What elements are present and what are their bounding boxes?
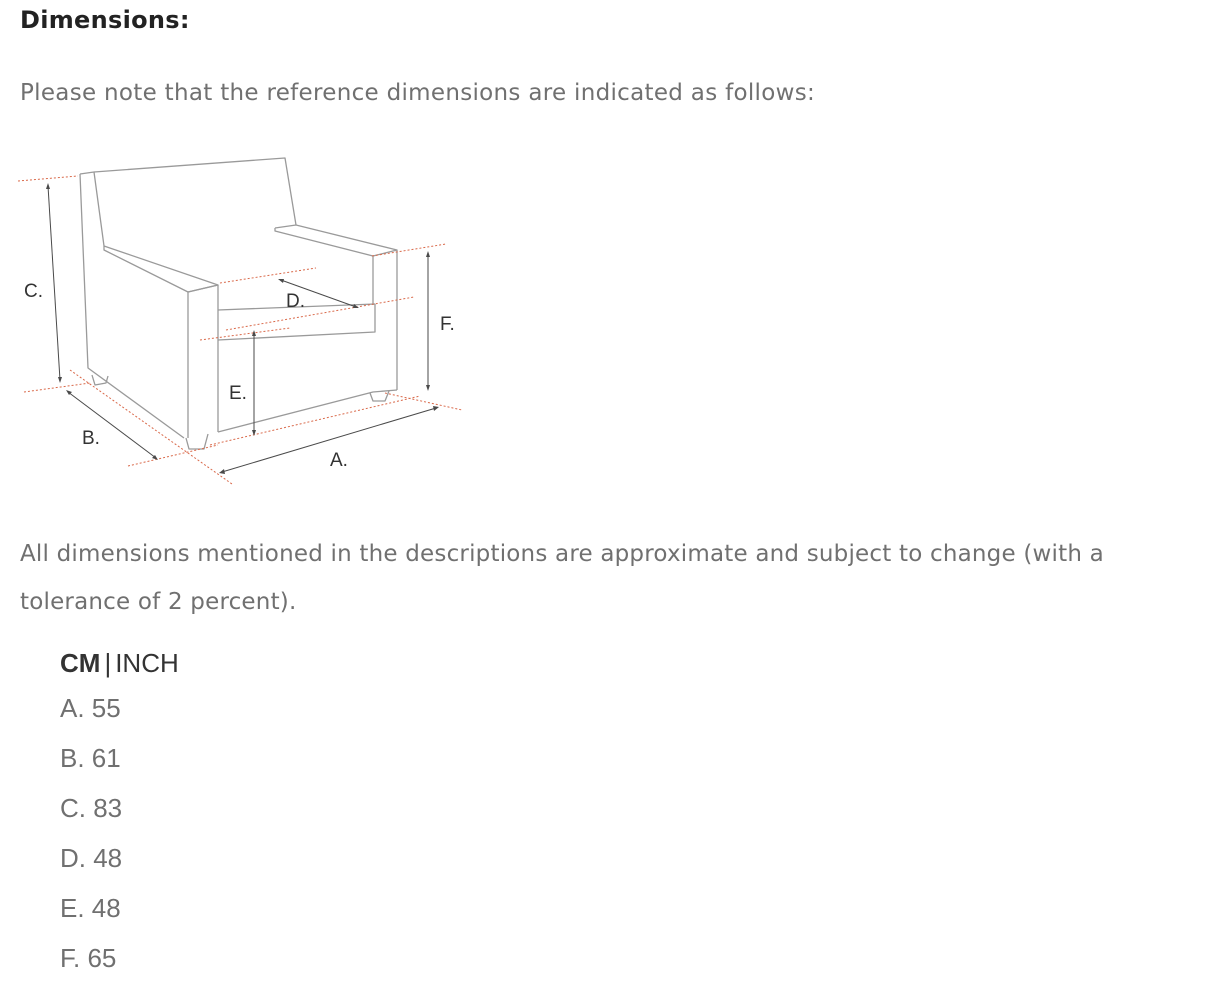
dimension-f: F. 65 xyxy=(60,943,117,973)
dimension-e: E. 48 xyxy=(60,893,121,923)
dimensions-heading: Dimensions: xyxy=(20,6,190,34)
label-a: A. xyxy=(330,450,348,471)
dimension-b: B. 61 xyxy=(60,743,121,773)
label-d: D. xyxy=(286,291,305,312)
chair-left-side xyxy=(80,174,218,438)
dimension-d: D. 48 xyxy=(60,843,123,873)
label-c: C. xyxy=(24,281,43,302)
dimension-list xyxy=(60,690,122,990)
dimension-arrow-c xyxy=(48,186,60,380)
label-b: B. xyxy=(82,428,100,449)
label-e: E. xyxy=(229,383,247,404)
unit-cm-option[interactable]: CM xyxy=(60,648,101,678)
chair-back xyxy=(80,158,296,246)
unit-inch-option[interactable]: INCH xyxy=(115,648,179,678)
dimension-a: A. 55 xyxy=(60,693,121,723)
tolerance-disclaimer: All dimensions mentioned in the descriptions are approximate and subject to change (with a tolerance of 2 percent). xyxy=(20,541,1104,615)
dimension-c: C. 83 xyxy=(60,793,123,823)
reference-note: Please note that the reference dimensions are indicated as follows: xyxy=(20,80,816,106)
unit-separator: | xyxy=(104,648,112,678)
armchair-dimensions-diagram xyxy=(12,150,472,495)
label-f: F. xyxy=(440,314,455,335)
unit-toggle xyxy=(60,648,179,679)
